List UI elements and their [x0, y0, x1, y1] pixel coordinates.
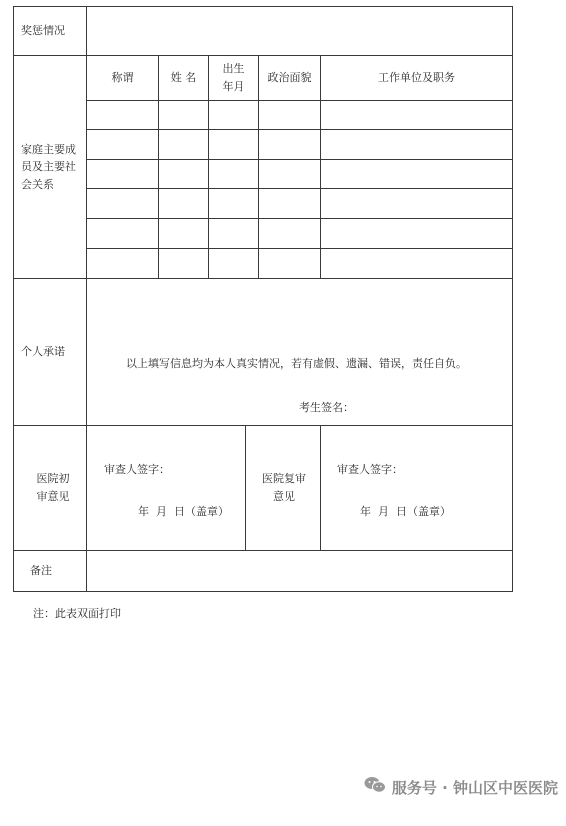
column-header-political-status: 政治面貌 [267, 71, 312, 85]
column-header-name: 姓 名 [170, 71, 197, 85]
column-header-relation: 称谓 [111, 71, 134, 85]
family-row-line [86, 218, 512, 219]
promise-label: 个人承诺 [21, 345, 65, 359]
table-border-bottom [13, 591, 513, 592]
wechat-icon [364, 776, 386, 798]
second-reviewer-sign-label: 审查人签字： [337, 463, 403, 476]
awards-label: 奖惩情况 [21, 24, 65, 38]
column-header-employer-position: 工作单位及职务 [378, 71, 455, 85]
second-review-label: 医院复审意见 [262, 472, 306, 503]
promise-statement: 以上填写信息均为本人真实情况，若有虚假、遗漏、错误，责任自负。 [126, 357, 467, 370]
family-row-line [86, 129, 512, 130]
first-reviewer-sign-label: 审查人签字： [104, 463, 170, 476]
family-row-line [86, 159, 512, 160]
watermark-text: 服务号 · 钟山区中医医院 [391, 778, 558, 797]
first-review-date-stamp: 年 月 日（盖章） [138, 505, 229, 518]
row-divider [13, 278, 513, 279]
family-row-line [86, 100, 512, 101]
table-border-right [512, 6, 513, 592]
review-col-line [320, 425, 321, 550]
column-header-birth: 出生年月 [222, 62, 245, 93]
account-watermark [364, 776, 558, 798]
family-row-line [86, 188, 512, 189]
signature-label: 考生签名： [299, 401, 354, 414]
footnote: 注：此表双面打印 [33, 607, 121, 620]
family-row-line [86, 248, 512, 249]
first-review-label: 医院初审意见 [36, 472, 70, 503]
awards-field[interactable] [87, 7, 512, 55]
family-label: 家庭主要成员及主要社会关系 [21, 142, 76, 191]
remarks-label: 备注 [30, 564, 52, 578]
remarks-field[interactable] [87, 551, 512, 591]
second-review-date-stamp: 年 月 日（盖章） [360, 505, 451, 518]
